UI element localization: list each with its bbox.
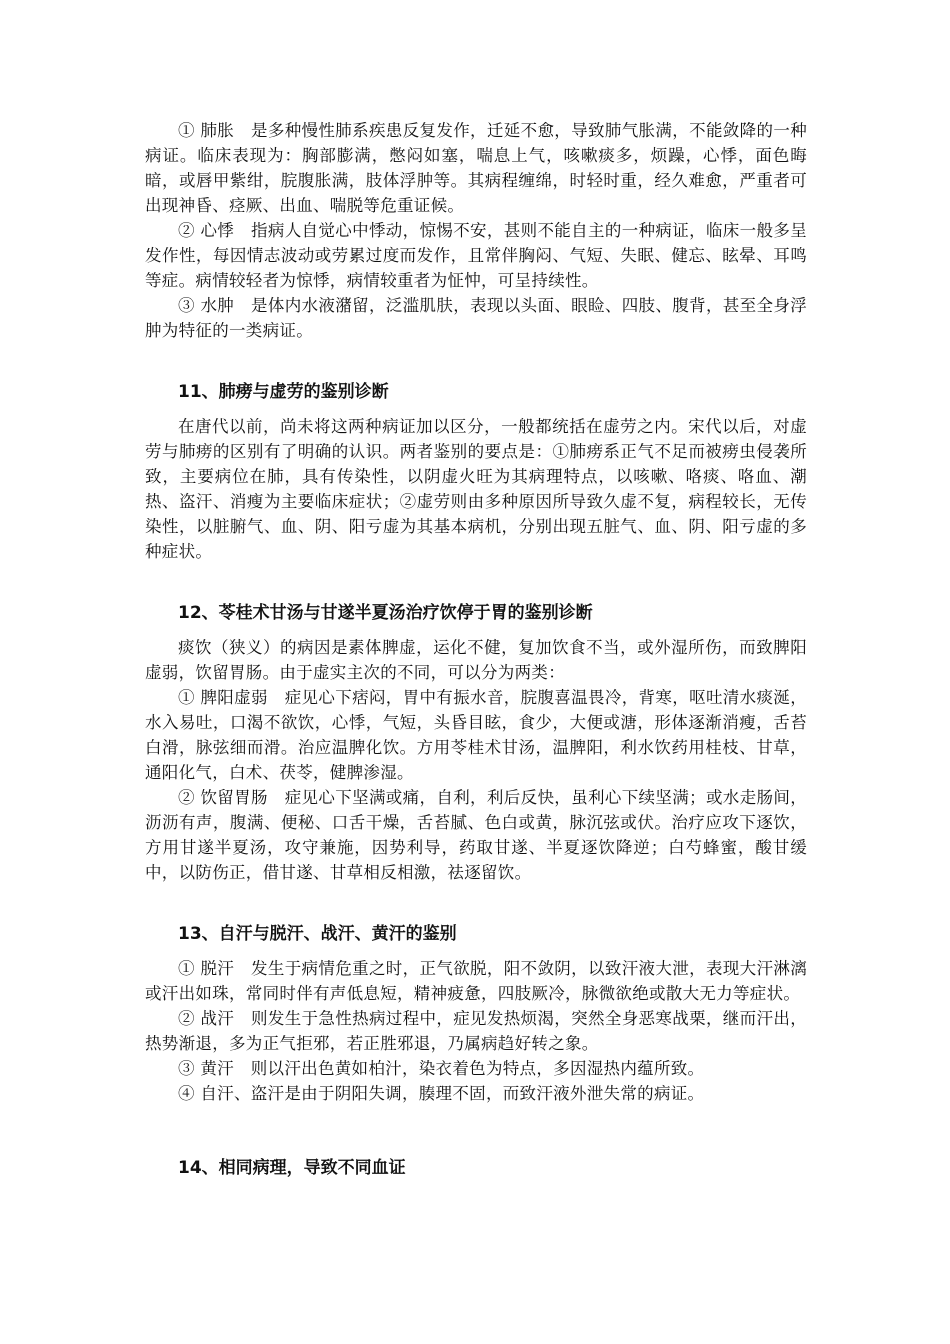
section-11 [145, 380, 807, 564]
section-heading: 12、苓桂术甘汤与甘遂半夏汤治疗饮停于胃的鉴别诊断 [178, 603, 593, 623]
paragraph: ④ 自汗、盗汗是由于阴阳失调，腠理不固，而致汗液外泄失常的病证。 [178, 1084, 705, 1103]
section-14 [145, 1156, 807, 1181]
section-12 [145, 601, 807, 885]
document-body [145, 118, 807, 1181]
paragraph: 痰饮（狭义）的病因是素体脾虚，运化不健，复加饮食不当，或外湿所伤，而致脾阳虚弱，饮留胃肠。由于虚实主次的不同，可以分为两类： [145, 638, 807, 682]
paragraph: ① 脱汗 发生于病情危重之时，正气欲脱，阳不敛阴，以致汗液大泄，表现大汗淋漓或汗出如珠，常同时伴有声低息短，精神疲惫，四肢厥冷，脉微欲绝或散大无力等症状。 [145, 959, 807, 1003]
paragraph: ② 心悸 指病人自觉心中悸动，惊惕不安，甚则不能自主的一种病证，临床一般多呈发作性，每因情志波动或劳累过度而发作，且常伴胸闷、气短、失眠、健忘、眩晕、耳鸣等症。病情较轻者为惊悸，病情较重者为怔忡，可呈持续性。 [145, 221, 807, 290]
paragraph: ① 脾阳虚弱 症见心下痞闷，胃中有振水音，脘腹喜温畏冷，背寒，呕吐清水痰涎，水入易吐，口渴不欲饮，心悸，气短，头昏目眩，食少，大便或溏，形体逐渐消瘦，舌苔白滑，脉弦细而滑。治应温脾化饮。方用苓桂术甘汤，温脾阳，利水饮药用桂枝、甘草，通阳化气，白术、茯苓，健脾渗湿。 [145, 688, 807, 782]
section-intro [145, 118, 807, 343]
paragraph: ③ 水肿 是体内水液潴留，泛滥肌肤，表现以头面、眼睑、四肢、腹背，甚至全身浮肿为特征的一类病证。 [145, 296, 807, 340]
paragraph: ③ 黄汗 则以汗出色黄如柏汁，染衣着色为特点，多因湿热内蕴所致。 [178, 1059, 705, 1078]
paragraph: ② 战汗 则发生于急性热病过程中，症见发热烦渴，突然全身恶寒战栗，继而汗出，热势渐退，多为正气拒邪，若正胜邪退，乃属病趋好转之象。 [145, 1009, 807, 1053]
section-heading: 11、肺痨与虚劳的鉴别诊断 [178, 382, 389, 402]
paragraph: ① 肺胀 是多种慢性肺系疾患反复发作，迁延不愈，导致肺气胀满，不能敛降的一种病证。临床表现为：胸部膨满，憋闷如塞，喘息上气，咳嗽痰多，烦躁，心悸，面色晦暗，或唇甲紫绀，脘腹胀满，肢体浮肿等。其病程缠绵，时轻时重，经久难愈，严重者可出现神昏、痉厥、出血、喘脱等危重证候。 [145, 121, 807, 215]
paragraph: ② 饮留胃肠 症见心下坚满或痛，自利，利后反快，虽利心下续坚满；或水走肠间，沥沥有声，腹满、便秘、口舌干燥，舌苔腻、色白或黄，脉沉弦或伏。治疗应攻下逐饮，方用甘遂半夏汤，攻守兼施，因势利导，药取甘遂、半夏逐饮降逆；白芍蜂蜜，酸甘缓中，以防伤正，借甘遂、甘草相反相激，祛逐留饮。 [145, 788, 807, 882]
section-heading: 13、自汗与脱汗、战汗、黄汗的鉴别 [178, 924, 457, 944]
section-13 [145, 922, 807, 1106]
section-heading: 14、相同病理，导致不同血证 [178, 1158, 406, 1178]
paragraph: 在唐代以前，尚未将这两种病证加以区分，一般都统括在虚劳之内。宋代以后，对虚劳与肺痨的区别有了明确的认识。两者鉴别的要点是：①肺痨系正气不足而被痨虫侵袭所致，主要病位在肺，具有传染性，以阴虚火旺为其病理特点，以咳嗽、咯痰、咯血、潮热、盗汗、消瘦为主要临床症状；②虚劳则由多种原因所导致久虚不复，病程较长，无传染性，以脏腑气、血、阴、阳亏虚为其基本病机，分别出现五脏气、血、阴、阳亏虚的多种症状。 [145, 417, 807, 561]
